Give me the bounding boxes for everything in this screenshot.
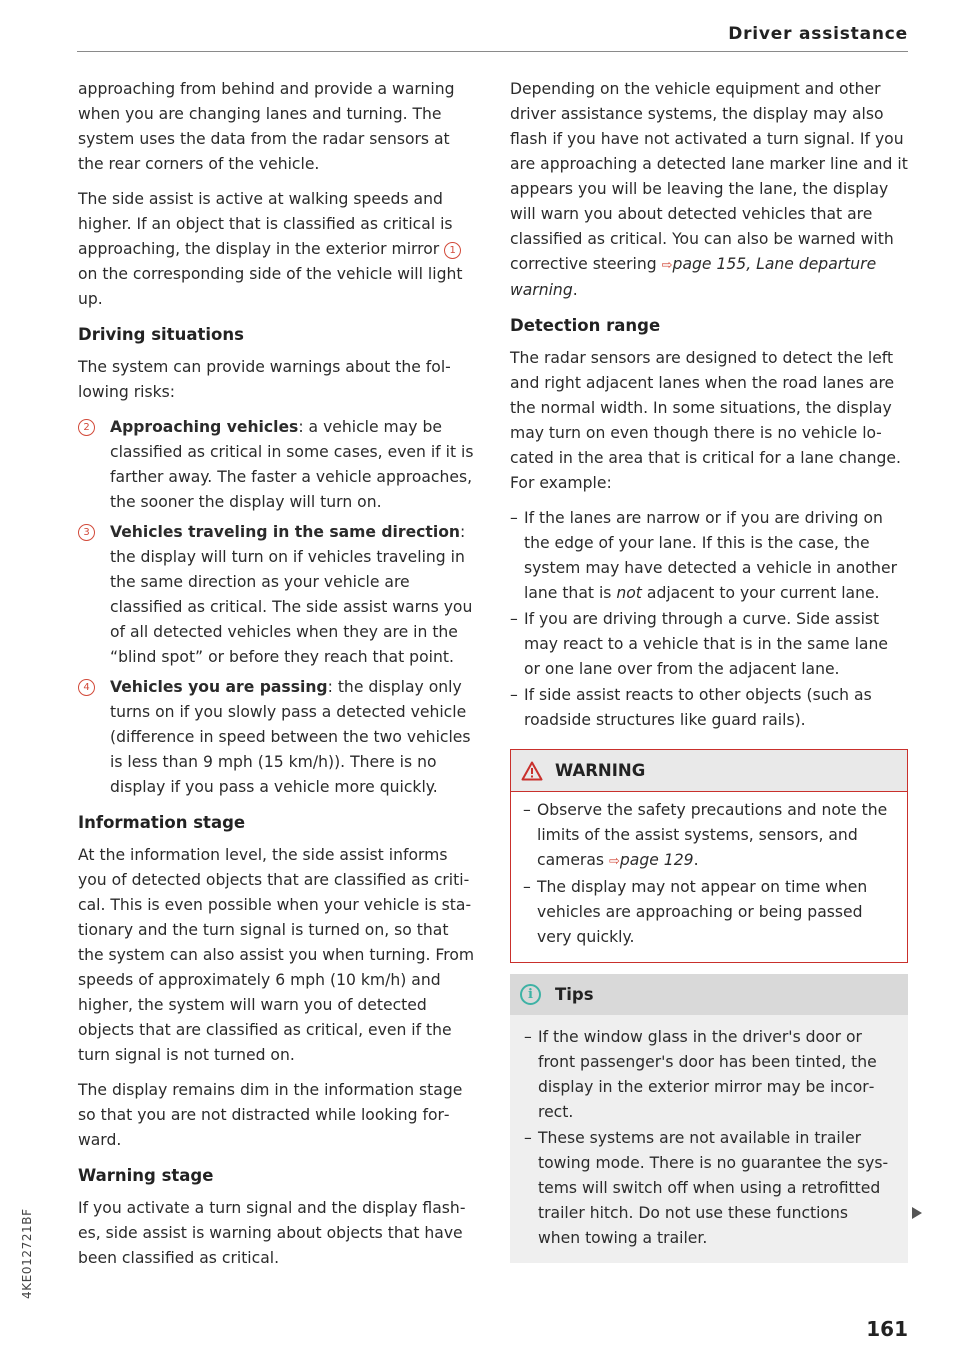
item-title: Vehicles traveling in the same direction	[110, 523, 461, 541]
paragraph-end: .	[572, 281, 578, 299]
paragraph	[78, 187, 478, 312]
list-text: adjacent to your current lane.	[646, 584, 880, 602]
callout-marker-4: 4	[78, 679, 95, 696]
left-column	[78, 77, 478, 1281]
section-heading-information-stage: Information stage	[78, 813, 246, 832]
item-text: : the display only turns on if you slowly pass a detected vehicle (difference in speed between the two vehicles is less than 9 mph (15 km/h)). There is no display if you pass a vehicle more quickly.	[110, 678, 471, 796]
list-text: If the lanes are narrow or if you are driving on the edge of your lane. If this is the case, the system may have detected a vehicle in another lane that is	[524, 509, 897, 602]
paragraph	[510, 77, 908, 303]
dash-list	[510, 506, 908, 733]
callout-marker-2: 2	[78, 419, 95, 436]
paragraph-text: on the corresponding side of the vehicle will light up.	[78, 265, 463, 308]
warning-triangle-icon	[521, 761, 543, 781]
emphasis-text: not	[616, 584, 642, 602]
paragraph-text: Depending on the vehicle equipment and other driver assistance systems, the display may also flash if you have not activated a turn signal. If you are approaching a detected lane marker line and it appears you will be leaving the lane, the display will warn you about detected vehicles that are classified as critical. You can also be warned with corrective steering	[510, 80, 908, 273]
list-item	[523, 798, 893, 874]
page-header-title: Driver assistance	[728, 24, 908, 44]
paragraph: The radar sensors are designed to detect the left and right adjacent lanes when the road lanes are the normal width. In some situations, the display may turn on even though there is no vehicle located in the area that is critical for a lane change. For example:	[510, 349, 901, 492]
continue-arrow-icon	[912, 1207, 922, 1219]
list-item: – If you are driving through a curve. Side assist may react to a vehicle that is in the same lane or one lane over from the adjacent lane.	[510, 607, 908, 682]
item-text: : the display will turn on if vehicles traveling in the same direction as your vehicle are classified as critical. The side assist warns you of all detected vehicles when they are in the “blind spot” or before they reach that point.	[110, 523, 473, 666]
paragraph-end: .	[693, 851, 699, 869]
list-text: Observe the safety precautions and note the limits of the assist systems, sensors, and cameras	[537, 801, 888, 869]
item-text: : a vehicle may be classified as critical in some cases, even if it is farther away. The faster a vehicle approaches, the sooner the display will turn on.	[110, 418, 474, 511]
document-code: 4KE012721BF	[20, 1208, 34, 1299]
tips-header	[510, 974, 908, 1015]
warning-header	[511, 750, 907, 792]
list-item: – These systems are not available in trailer towing mode. There is no guarantee the systems will switch off when using a retrofitted trailer hitch. Do not use these functions when towing a trailer.	[524, 1126, 894, 1251]
header-divider	[77, 51, 908, 52]
numbered-item	[78, 415, 478, 515]
list-item: – If side assist reacts to other objects (such as roadside structures like guard rails).	[510, 683, 908, 733]
right-column	[510, 77, 908, 1263]
tips-box	[510, 974, 908, 1263]
paragraph: If you activate a turn signal and the display flashes, side assist is warning about objects that have been classified as critical.	[78, 1199, 466, 1267]
page-number: 161	[866, 1317, 908, 1341]
paragraph: The system can provide warnings about the following risks:	[78, 358, 451, 401]
section-heading-detection-range: Detection range	[510, 316, 661, 335]
warning-list	[523, 798, 893, 950]
warning-title: WARNING	[555, 761, 646, 780]
tips-title: Tips	[555, 985, 594, 1004]
section-heading-driving-situations: Driving situations	[78, 325, 244, 344]
cross-reference-link[interactable]: page 155, Lane departure warning	[510, 255, 877, 299]
cross-reference-link[interactable]: page 129	[619, 851, 694, 869]
list-item: – The display may not appear on time when vehicles are approaching or being passed very quickly.	[523, 875, 893, 950]
warning-body	[511, 792, 907, 962]
page-ref-arrow-icon: ⇨	[661, 258, 673, 273]
tips-list	[524, 1025, 894, 1251]
callout-marker-1: 1	[444, 242, 461, 259]
paragraph: The display remains dim in the information stage so that you are not distracted while looking forward.	[78, 1081, 463, 1149]
tips-body	[510, 1015, 908, 1263]
section-heading-warning-stage: Warning stage	[78, 1166, 214, 1185]
numbered-item	[78, 675, 478, 800]
item-title: Approaching vehicles	[110, 418, 299, 436]
item-title: Vehicles you are passing	[110, 678, 328, 696]
numbered-item	[78, 520, 478, 670]
info-icon: i	[520, 984, 541, 1005]
page-ref-arrow-icon: ⇨	[608, 854, 620, 869]
paragraph-text: The side assist is active at walking speeds and higher. If an object that is classified as critical is approaching, the display in the exterior mirror	[78, 190, 453, 258]
warning-box	[510, 749, 908, 963]
paragraph: At the information level, the side assist informs you of detected objects that are classified as critical. This is even possible when your vehicle is stationary and the turn signal is turned on, so that the system can also assist you when turning. From speeds of approximately 6 mph (10 km/h) and higher, the system will warn you of detected objects that are classified as critical, even if the turn signal is not turned on.	[78, 846, 475, 1064]
callout-marker-3: 3	[78, 524, 95, 541]
list-item: – If the window glass in the driver's door or front passenger's door has been tinted, the display in the exterior mirror may be incorrect.	[524, 1025, 894, 1125]
paragraph: approaching from behind and provide a warning when you are changing lanes and turning. The system uses the data from the radar sensors at the rear corners of the vehicle.	[78, 80, 455, 173]
list-item	[510, 506, 908, 606]
